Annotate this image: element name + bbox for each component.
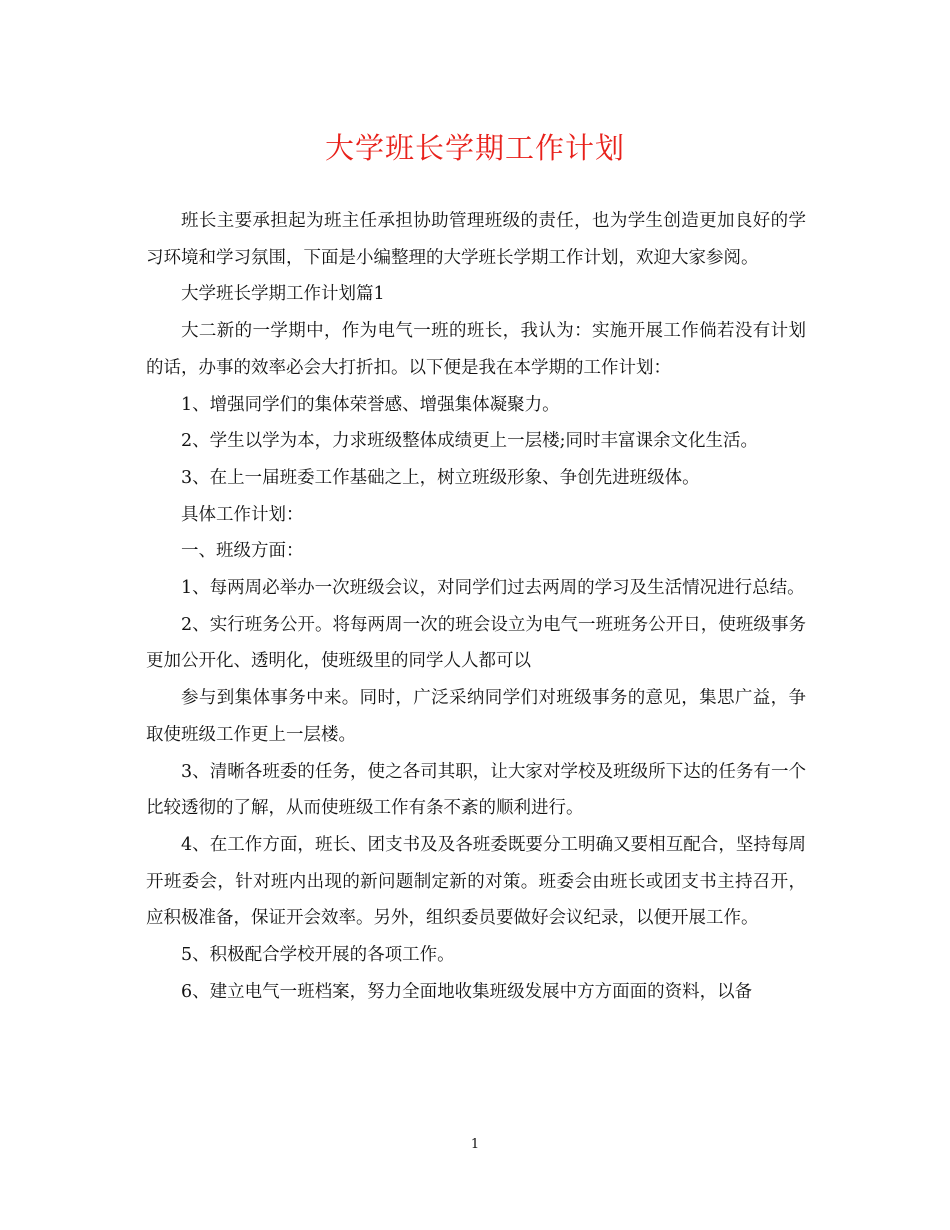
list-item: 6、建立电气一班档案，努力全面地收集班级发展中方方面面的资料，以备 (181, 981, 753, 1002)
document-body (146, 203, 806, 1010)
document-title: 大学班长学期工作计划 (324, 131, 625, 165)
list-item: 1、每两周必举办一次班级会议，对同学们过去两周的学习及生活情况进行总结。 (181, 578, 805, 599)
section-heading: 一、班级方面： (181, 541, 304, 562)
list-item: 3、在上一届班委工作基础之上，树立班级形象、争创先进班级体。 (181, 467, 700, 488)
paragraph: 班长主要承担起为班主任承担协助管理班级的责任，也为学生创造更加良好的学习环境和学习氛围，下面是小编整理的大学班长学期工作计划，欢迎大家参阅。 (146, 211, 806, 268)
list-item: 5、积极配合学校开展的各项工作。 (181, 945, 455, 966)
paragraph: 大二新的一学期中，作为电气一班的班长，我认为：实施开展工作倘若没有计划的话，办事的效率必会大打折扣。以下便是我在本学期的工作计划： (146, 321, 806, 378)
section-heading: 具体工作计划： (181, 504, 304, 525)
list-item: 4、在工作方面，班长、团支书及及各班委既要分工明确又要相互配合，坚持每周开班委会，针对班内出现的新问题制定新的对策。班委会由班长或团支书主持召开，应积极准备，保证开会效率。另外，组织委员要做好会议纪录，以便开展工作。 (146, 834, 806, 929)
list-item: 3、清晰各班委的任务，使之各司其职，让大家对学校及班级所下达的任务有一个比较透彻的了解，从而使班级工作有条不紊的顺利进行。 (146, 761, 806, 819)
list-item: 2、实行班务公开。将每两周一次的班会设立为电气一班班务公开日，使班级事务更加公开化、透明化，使班级里的同学人人都可以 (146, 614, 806, 672)
list-item: 1、增强同学们的集体荣誉感、增强集体凝聚力。 (181, 394, 560, 415)
page-number: 1 (470, 1137, 480, 1152)
section-heading: 大学班长学期工作计划篇1 (181, 284, 385, 305)
paragraph: 参与到集体事务中来。同时，广泛采纳同学们对班级事务的意见，集思广益，争取使班级工作更上一层楼。 (146, 688, 806, 745)
list-item: 2、学生以学为本，力求班级整体成绩更上一层楼;同时丰富课余文化生活。 (181, 431, 759, 452)
